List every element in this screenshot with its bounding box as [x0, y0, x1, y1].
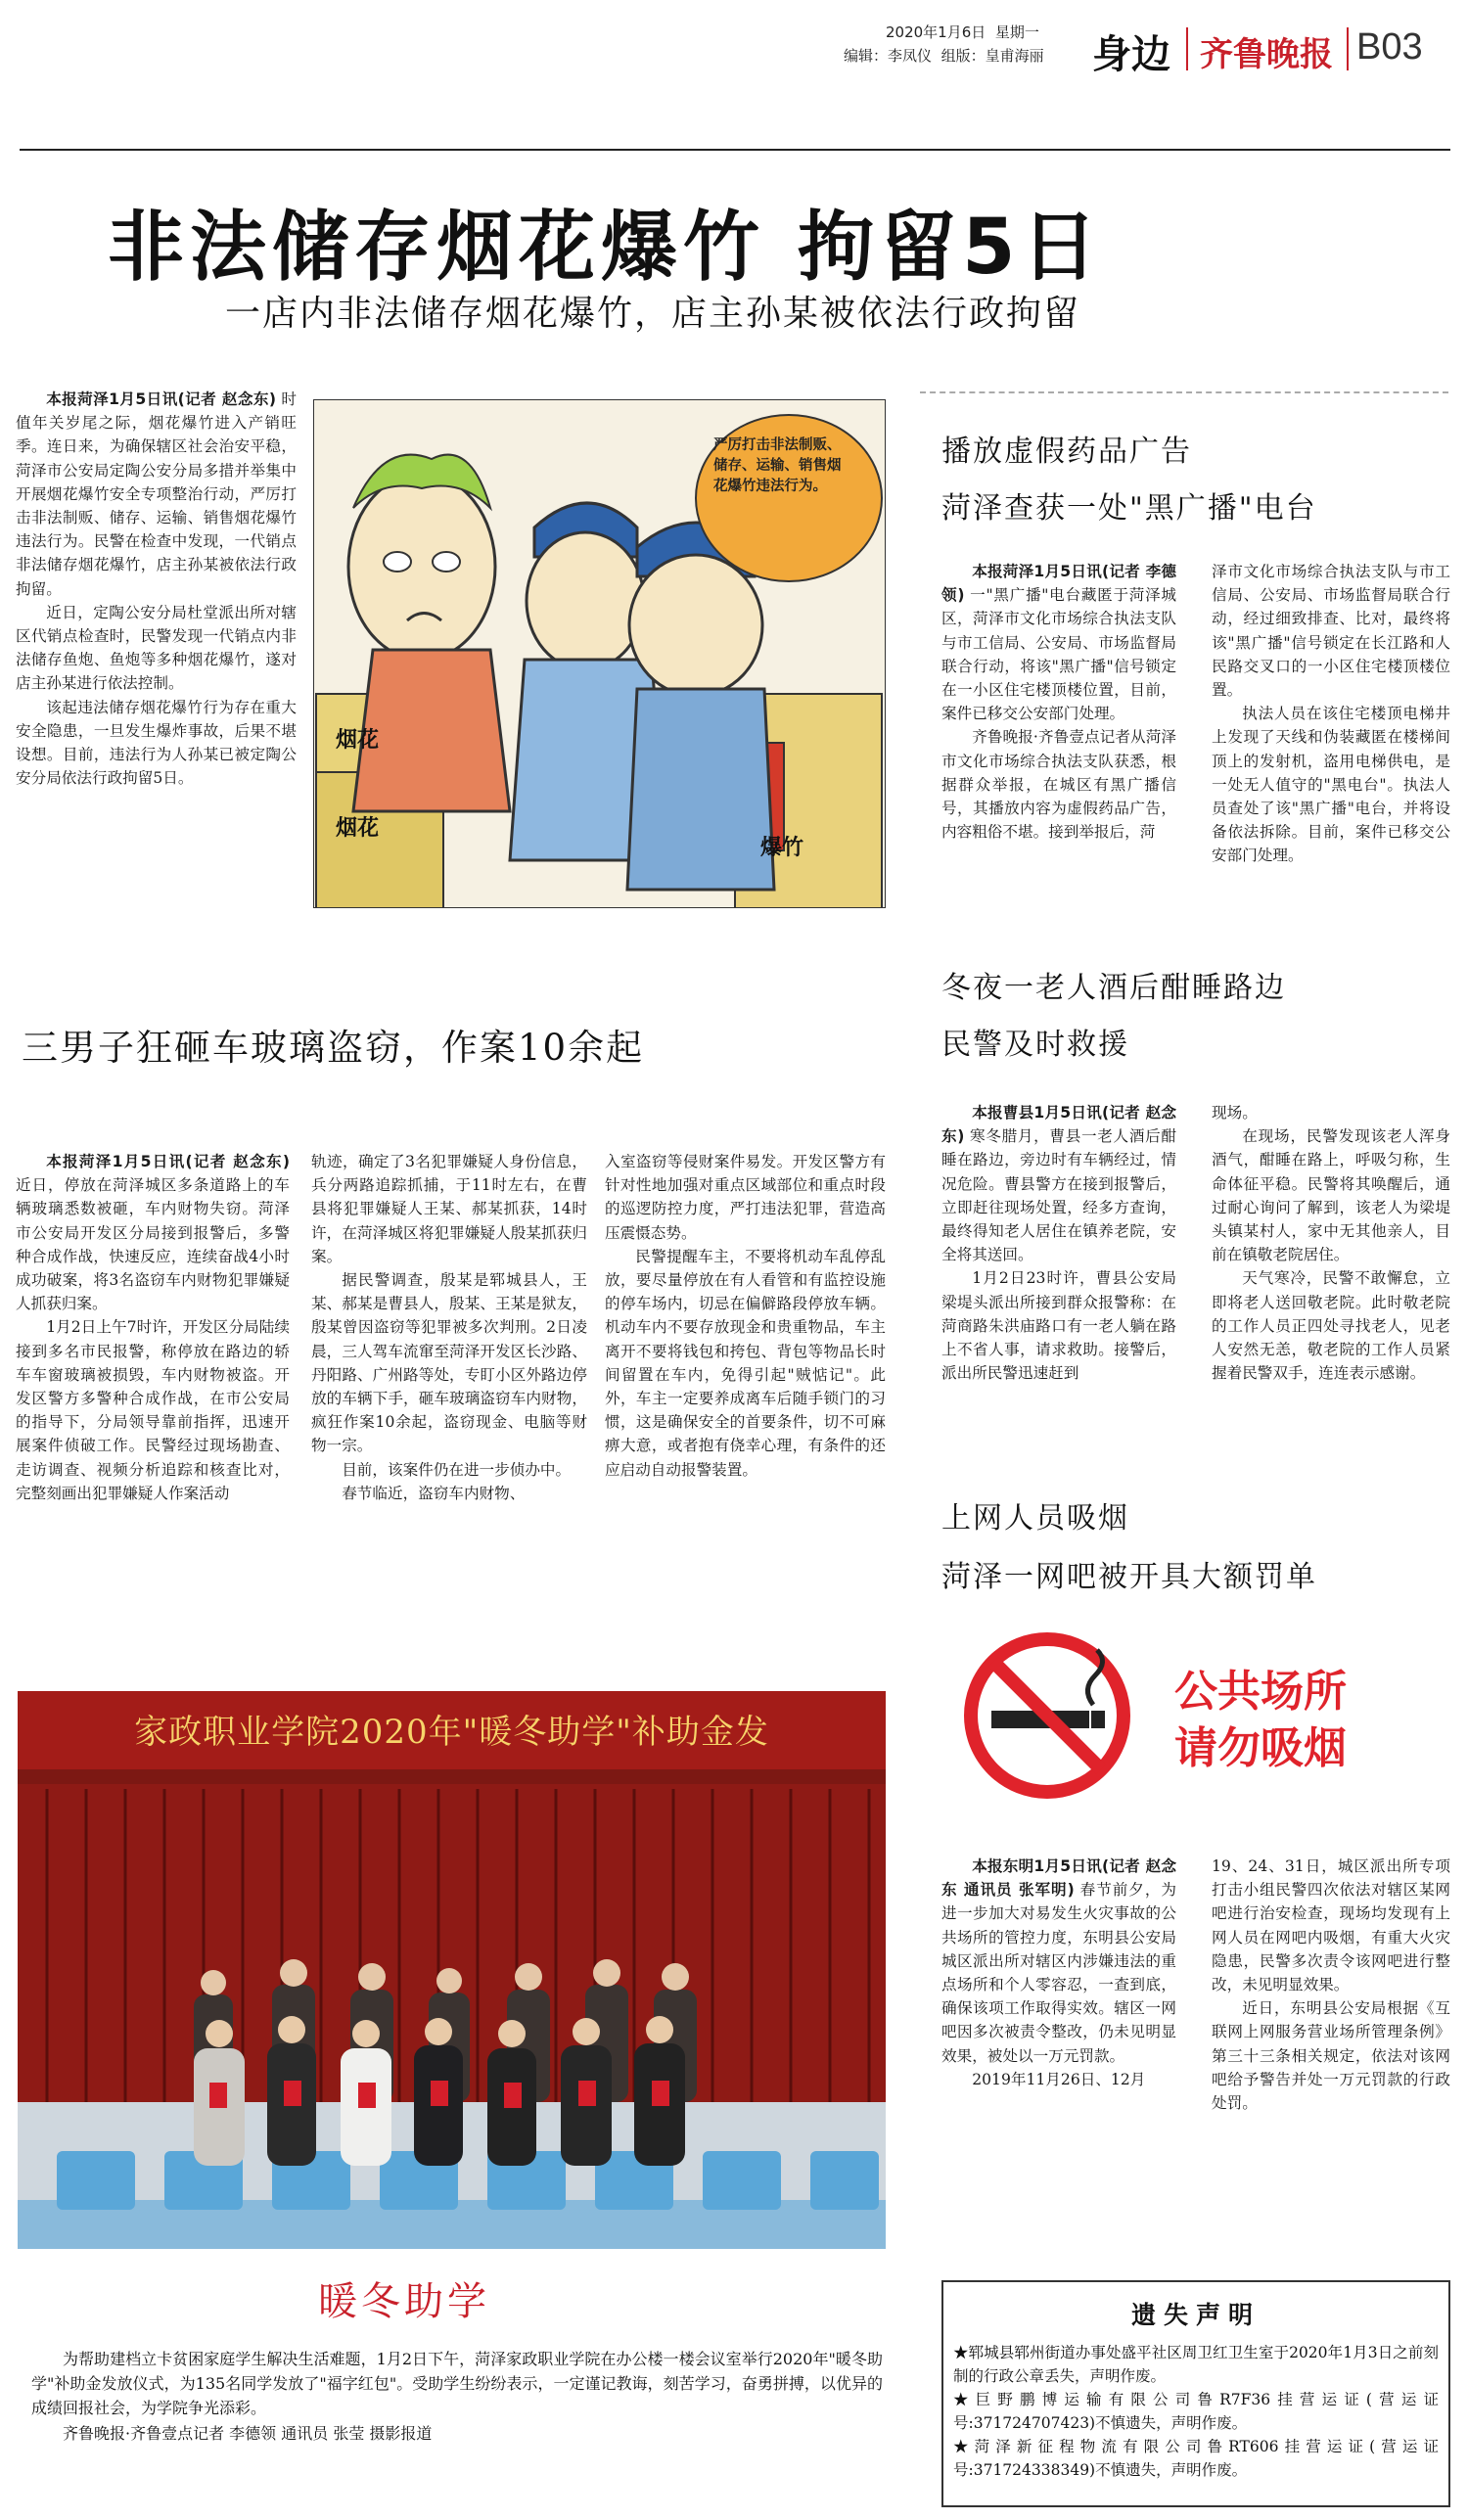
header-divider [1186, 27, 1188, 70]
drunk-col-2: 现场。 在现场，民警发现该老人浑身酒气，酣睡在路上，呼吸匀称，生命体征平稳。民警将其唤醒后，通过耐心询问了解到，该老人为梁堤头镇某村人，家中无其他亲人，目前在镇敬老院居住。 天气寒冷，民警不敢懈怠，立即将老人送回敬老院。此时敬老院的工作人员正四处寻找老人，见老人安然无恙，敬老院的工作人员紧握着民警双手，连连表示感谢。 [1212, 1104, 1450, 1383]
box-label: 烟花 [336, 816, 380, 841]
box-label: 烟花 [336, 728, 380, 753]
box-label: 爆竹 [760, 836, 804, 860]
section-name: 身边 [1092, 31, 1170, 77]
photo-title: 暖冬助学 [318, 2279, 490, 2324]
illustration-bubble: 严厉打击非法制贩、储存、运输、销售烟花爆竹违法行为。 [713, 437, 842, 494]
lead-headline: 非法储存烟花爆竹 拘留5日 [108, 204, 1104, 292]
header-rule [20, 149, 1450, 151]
glass-col-3: 入室盗窃等侵财案件易发。开发区警方有针对性地加强对重点区域部位和重点时段的巡逻防控力度，严打违法犯罪，营造高压震慑态势。 民警提醒车主，不要将机动车乱停乱放，要尽量停放在有人看管和有监控设施的停车场内，切忌在偏僻路段停放车辆。机动车内不要存放现金和贵重物品，车主离开不要将钱包和挎包、背包等物品长时间留置在车内，免得引起"贼惦记"。此外，车主一定要养成离车后随手锁门的习惯，这是确保安全的首要条件，切不可麻痹大意，或者抱有侥幸心理，有条件的还应启动自动报警装置。 [605, 1153, 886, 1479]
glass-col-1: 本报菏泽1月5日讯(记者 赵念东) 近日，停放在菏泽城区多条道路上的车辆玻璃悉数被砸，车内财物失窃。菏泽市公安局开发区分局接到报警后，多警种合成作战，快速反应，连续奋战4小时成功破案，将3名盗窃车内财物犯罪嫌疑人抓获归案。 1月2日上午7时许，开发区分局陆续接到多名市民报警，称停放在路边的轿车车窗玻璃被损毁，车内财物被盗。开发区警方多警种合成作战，在市公安局的指导下，分局领导靠前指挥，迅速开展案件侦破工作。民警经过现场勘查、走访调查、视频分析追踪和核查比对，完整刻画出犯罪嫌疑人作案活动 [16, 1153, 290, 1502]
notice-item: ★郓城县郓州街道办事处盛平社区周卫红卫生室于2020年1月3日之前刻制的行政公章丢失，声明作废。 [953, 2344, 1439, 2385]
notice-item: ★巨野鹏博运输有限公司鲁R7F36挂营运证(营运证号:371724707423)不慎遗失，声明作废。 [953, 2391, 1439, 2432]
smoke-col-1: 本报东明1月5日讯(记者 赵念东 通讯员 张军明) 春节前夕，为进一步加大对易发生火灾事故的公共场所的管控力度，东明县公安局城区派出所对辖区内涉嫌违法的重点场所和个人零容忍，一查到底，确保该项工作取得实效。辖区一网吧因多次被责令整改，仍未见明显效果，被处以一万元罚款。 2019年11月26日、12月 [941, 1857, 1176, 2088]
group-photo-image [18, 1691, 886, 2249]
radio-col-1: 本报菏泽1月5日讯(记者 李德领) 一"黑广播"电台藏匿于菏泽城区，菏泽市文化市场综合执法支队与市工信局、公安局、市场监督局联合行动，将该"黑广播"信号锁定在一小区住宅楼顶楼位置，目前，案件已移交公安部门处理。 齐鲁晚报·齐鲁壹点记者从菏泽市文化市场综合执法支队获悉，根据群众举报，在城区有黑广播信号，其播放内容为虚假药品广告，内容粗俗不堪。接到举报后，菏 [941, 563, 1176, 842]
radio-col-2: 泽市文化市场综合执法支队与市工信局、公安局、市场监督局联合行动，经过细致排查、比对，最终将该"黑广播"信号锁定在长江路和人民路交叉口的一小区住宅楼顶楼位置。 执法人员在该住宅楼顶电梯井上发现了天线和伪装藏匿在楼梯间顶上的发射机，盗用电梯供电，是一处无人值守的"黑电台"。执法人员查处了该"黑广播"电台，并将设备依法拆除。目前，案件已移交公安部门处理。 [1212, 563, 1450, 865]
drunk-col-1: 本报曹县1月5日讯(记者 赵念东) 寒冬腊月，曹县一老人酒后酣睡在路边，旁边时有车辆经过，情况危险。曹县警方在接到报警后，立即赶往现场处置，经多方查询，最终得知老人居住在镇养老院，安全将其送回。 1月2日23时许，曹县公安局梁堤头派出所接到群众报警称：在菏商路朱洪庙路口有一老人躺在路上不省人事，请求救助。接警后，派出所民警迅速赶到 [941, 1104, 1176, 1383]
glass-col-2: 轨迹，确定了3名犯罪嫌疑人身份信息，兵分两路追踪抓捕，于11时左右，在曹县将犯罪嫌疑人王某、郝某抓获，14时许，在菏泽城区将犯罪嫌疑人殷某抓获归案。 据民警调查，殷某是郓城县人，王某、郝某是曹县人，殷某、王某是狱友，殷某曾因盗窃等犯罪被多次判刑。2日凌晨，三人驾车流窜至菏泽开发区长沙路、丹阳路、广州路等处，专盯小区外路边停放的车辆下手，砸车玻璃盗窃车内财物，疯狂作案10余起，盗窃现金、电脑等财物一宗。 目前，该案件仍在进一步侦办中。 春节临近，盗窃车内财物、 [311, 1153, 587, 1502]
smoke-title-2: 菏泽一网吧被开具大额罚单 [941, 1560, 1317, 1594]
header-divider [1347, 27, 1349, 70]
smoke-title-1: 上网人员吸烟 [941, 1501, 1129, 1535]
notice-item: ★菏泽新征程物流有限公司鲁RT606挂营运证(营运证号:371724338349)不慎遗失，声明作废。 [953, 2438, 1439, 2479]
header-editors: 编辑：李凤仪 组版：皇甫海丽 [844, 47, 1044, 65]
no-smoking-sign-text: 公共场所 请勿吸烟 [1174, 1667, 1347, 1773]
photo-caption: 为帮助建档立卡贫困家庭学生解决生活难题，1月2日下午，菏泽家政职业学院在办公楼一楼会议室举行2020年"暖冬助学"补助金发放仪式，为135名同学发放了"福字红包"。受助学生纷纷表示，一定谨记教诲，刻苦学习，奋勇拼搏，以优异的成绩回报社会，为学院争光添彩。 [31, 2350, 883, 2417]
section-rule [920, 391, 1448, 393]
glass-title: 三男子狂砸车玻璃盗窃，作案10余起 [22, 1027, 645, 1069]
no-smoking-icon [964, 1632, 1130, 1799]
photo-credit: 齐鲁晚报·齐鲁壹点记者 李德领 通讯员 张莹 摄影报道 [63, 2424, 433, 2443]
header-date: 2020年1月6日 星期一 [886, 23, 1039, 41]
smoke-col-2: 19、24、31日，城区派出所专项打击小组民警四次依法对辖区某网吧进行治安检查，现场均发现有上网人员在网吧内吸烟，有重大火灾隐患，民警多次责令该网吧进行整改，未见明显效果。 近日，东明县公安局根据《互联网上网服务营业场所管理条例》第三十三条相关规定，依法对该网吧给予警告并处一万元罚款的行政处罚。 [1212, 1857, 1450, 2113]
drunk-title-1: 冬夜一老人酒后酣睡路边 [941, 971, 1286, 1005]
radio-title-1: 播放虚假药品广告 [941, 435, 1192, 469]
radio-title-2: 菏泽查获一处"黑广播"电台 [941, 491, 1317, 526]
page-number: B03 [1356, 26, 1423, 68]
brand-logo: 齐鲁晚报 [1200, 35, 1333, 74]
lead-illustration [313, 399, 886, 908]
event-photo [18, 1691, 886, 2249]
lead-subhead: 一店内非法储存烟花爆竹，店主孙某被依法行政拘留 [225, 294, 1081, 334]
drunk-title-2: 民警及时救援 [941, 1028, 1129, 1062]
lead-body: 本报菏泽1月5日讯(记者 赵念东) 时值年关岁尾之际，烟花爆竹进入产销旺季。连日来，为确保辖区社会治安平稳，菏泽市公安局定陶公安分局多措并举集中开展烟花爆竹安全专项整治行动，严厉打击非法制贩、储存、运输、销售烟花爆竹违法行为。民警在检查中发现，一代销点非法储存烟花爆竹，店主孙某被依法行政拘留。 近日，定陶公安分局杜堂派出所对辖区代销点检查时，民警发现一代销点内非法储存鱼炮、鱼炮等多种烟花爆竹，遂对店主孙某进行依法控制。 该起违法储存烟花爆竹行为存在重大安全隐患，一旦发生爆炸事故，后果不堪设想。目前，违法行为人孙某已被定陶公安分局依法行政拘留5日。 [16, 390, 297, 788]
lost-notice-title: 遗失声明 [1130, 2301, 1261, 2329]
photo-banner: 家政职业学院2020年"暖冬助学"补助金发 [134, 1713, 769, 1752]
lost-notice-box [941, 2280, 1450, 2507]
